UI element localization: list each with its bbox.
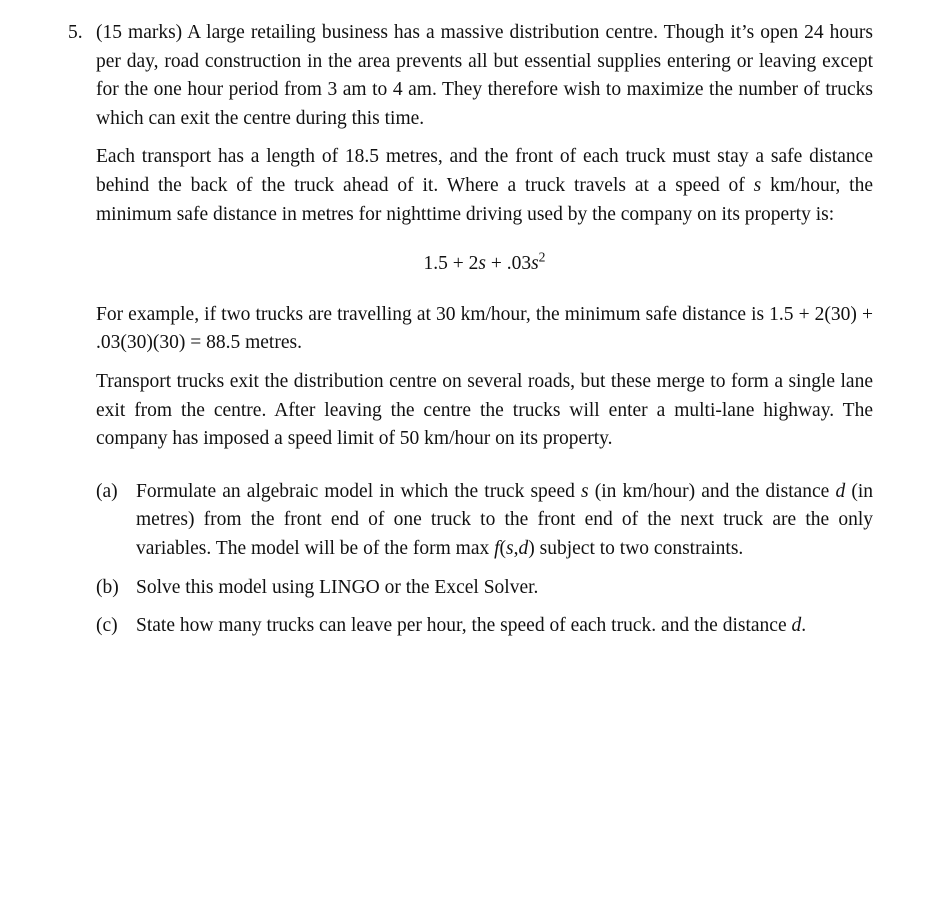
- subparts-list: [96, 478, 873, 641]
- subpart-b: [96, 574, 873, 603]
- display-formula: $1.5 + 2s + .03s^2$: [423, 249, 546, 275]
- subpart-c-text: State how many trucks can leave per hour, the speed of each truck. and the distance d.: [136, 615, 807, 637]
- subpart-a: [96, 478, 873, 564]
- subpart-a-label: (a): [96, 480, 118, 502]
- subpart-a-text: Formulate an algebraic model in which the truck speed s (in km/hour) and the distance d (in metres) from the front end of one truck to the front end of the next truck are the only variables. The model will be of the form max f(s,d) subject to two constraints.: [136, 480, 873, 559]
- problem-body: [96, 19, 873, 651]
- subpart-c-label: (c): [96, 615, 118, 637]
- problem-number: 5.: [68, 22, 83, 43]
- paragraph-merge: Transport trucks exit the distribution centre on several roads, but these merge to form a single lane exit from the centre. After leaving the centre the trucks will enter a multi-lane highway. The company has imposed a speed limit of 50 km/hour on its property.: [96, 370, 873, 450]
- subpart-b-label: (b): [96, 576, 119, 598]
- paragraph-safe-distance: Each transport has a length of 18.5 metres, and the front of each truck must stay a safe distance behind the back of the truck ahead of it. Where a truck travels at a speed of s km/hour, the minimum safe distance in metres for nighttime driving used by the company on its property is:: [96, 146, 873, 225]
- subpart-b-text: Solve this model using LINGO or the Excel Solver.: [136, 576, 539, 598]
- paragraph-example: For example, if two trucks are travelling at 30 km/hour, the minimum safe distance is 1.5 + 2(30) + .03(30)(30) = 88.5 metres.: [96, 303, 873, 354]
- paragraph-intro: (15 marks) A large retailing business has a massive distribution centre. Though it’s open 24 hours per day, road construction in the area prevents all but essential supplies entering or leaving except for the one hour period from 3 am to 4 am. They therefore wish to maximize the number of trucks which can exit the centre during this time.: [96, 22, 873, 129]
- subpart-c: [96, 612, 873, 641]
